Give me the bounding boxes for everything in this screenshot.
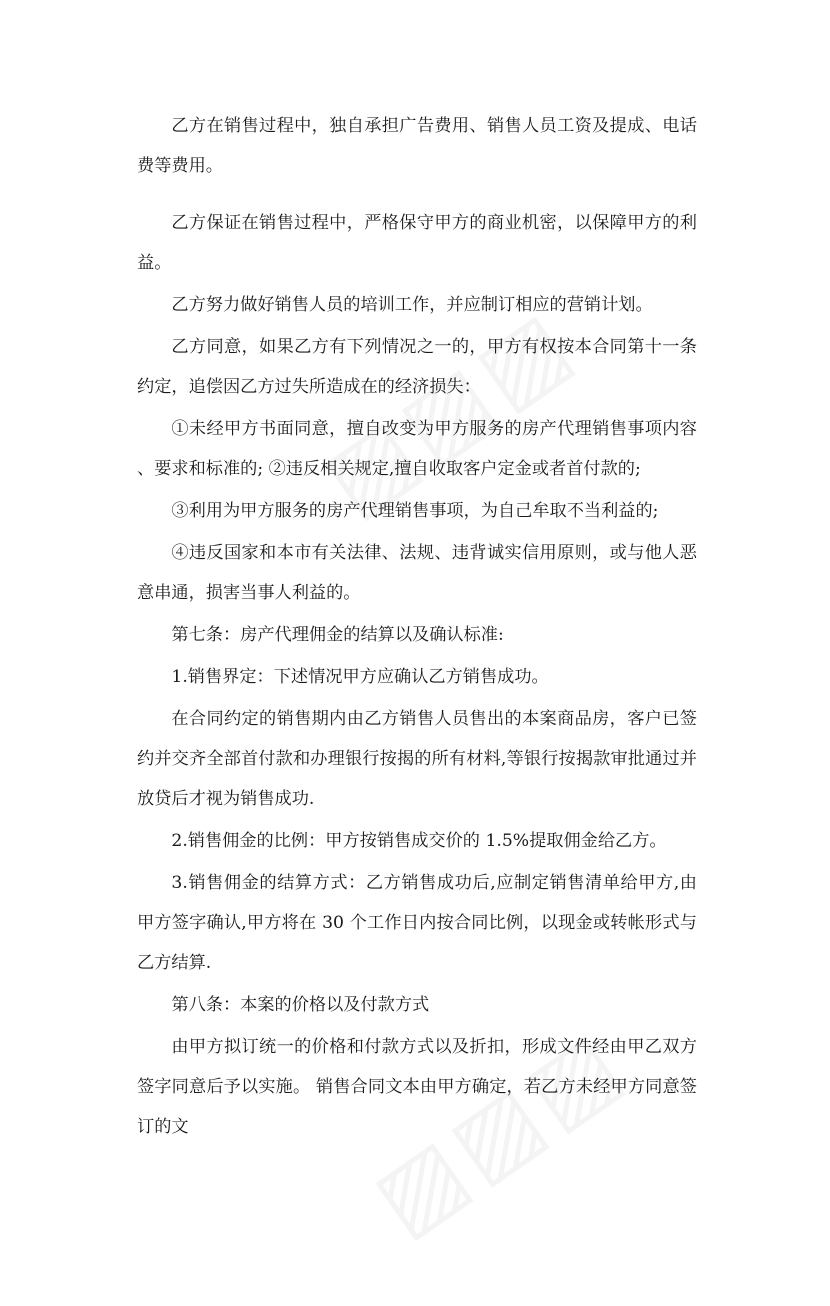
paragraph-commission-settlement: 3.销售佣金的结算方式：乙方销售成功后,应制定销售清单给甲方,由甲方签字确认,甲方将在 30 个工作日内按合同比例，以现金或转帐形式与乙方结算. [137,873,697,973]
paragraph-confidentiality: 乙方保证在销售过程中，严格保守甲方的商业机密，以保障甲方的利益。 [137,213,697,273]
section-heading-article-8: 第八条：本案的价格以及付款方式 [171,995,430,1015]
paragraph-sales-success: 在合同约定的销售期内由乙方销售人员售出的本案商品房，客户已签约并交齐全部首付款和办理银行按揭的所有材料,等银行按揭款审批通过并放贷后才视为销售成功. [137,709,697,809]
paragraph-clause-3: ③利用为甲方服务的房产代理销售事项，为自己牟取不当利益的; [171,501,659,521]
section-heading-article-7: 第七条：房产代理佣金的结算以及确认标准: [171,625,504,645]
paragraph-pricing: 由甲方拟订统一的价格和付款方式以及折扣，形成文件经由甲乙双方签字同意后予以实施。 销售合同文本由甲方确定，若乙方未经甲方同意签订的文 [137,1037,697,1137]
paragraph-cost-responsibility: 乙方在销售过程中，独自承担广告费用、销售人员工资及提成、电话费等费用。 [137,116,697,176]
document-body [137,106,697,1149]
paragraph-sales-definition: 1.销售界定：下述情况甲方应确认乙方销售成功。 [171,667,549,687]
paragraph-training: 乙方努力做好销售人员的培训工作，并应制订相应的营销计划。 [171,295,653,315]
paragraph-clause-1-2: ①未经甲方书面同意，擅自改变为甲方服务的房产代理销售事项内容 、要求和标准的; ②违反相关规定,擅自收取客户定金或者首付款的; [137,419,697,479]
paragraph-commission-ratio: 2.销售佣金的比例：甲方按销售成交价的 1.5%提取佣金给乙方。 [171,831,667,851]
paragraph-clause-4: ④违反国家和本市有关法律、法规、违背诚实信用原则，或与他人恶意串通，损害当事人利益的。 [137,543,697,603]
paragraph-liability: 乙方同意，如果乙方有下列情况之一的，甲方有权按本合同第十一条约定，追偿因乙方过失所造成在的经济损失： [137,337,697,397]
